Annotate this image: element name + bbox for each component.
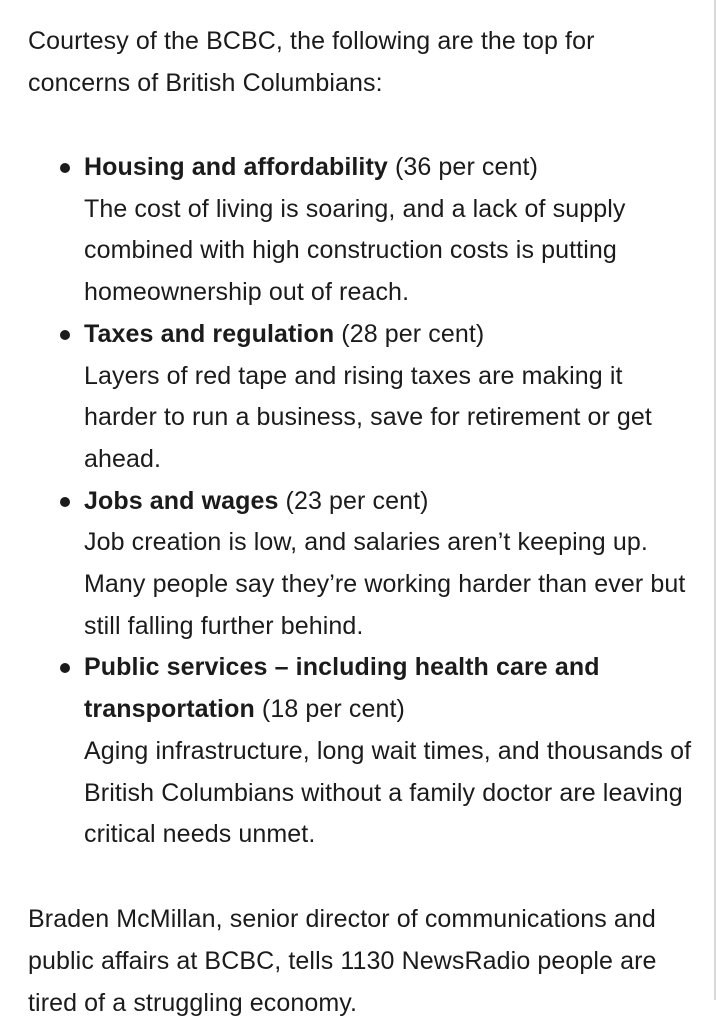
- bullet-icon: [60, 663, 70, 673]
- concern-description: Layers of red tape and rising taxes are making it harder to run a business, save for retirement or get ahead.: [84, 361, 652, 473]
- concern-share: (18 per cent): [254, 695, 405, 724]
- concern-title: Taxes and regulation: [84, 319, 335, 348]
- concern-title: Jobs and wages: [84, 486, 279, 515]
- concerns-list: [28, 147, 698, 856]
- concern-description: Aging infrastructure, long wait times, and thousands of British Columbians without a family doctor are leaving critical needs unmet.: [84, 736, 692, 849]
- bullet-icon: [60, 330, 70, 340]
- concern-share: (23 per cent): [278, 486, 429, 515]
- concern-share: (28 per cent): [334, 319, 485, 348]
- concern-description: Job creation is low, and salaries aren’t keeping up. Many people say they’re working harder than ever but still falling further behind.: [84, 528, 686, 640]
- concern-item-public-services: [28, 647, 698, 856]
- concern-item-jobs: [28, 481, 698, 648]
- article-body: [28, 0, 698, 1024]
- outro-paragraph: Braden McMillan, senior director of communications and public affairs at BCBC, tells 1130 NewsRadio people are tired of a struggling economy.: [28, 904, 657, 1017]
- bullet-icon: [60, 497, 70, 507]
- concern-item-taxes: [28, 314, 698, 481]
- concern-item-housing: [28, 147, 698, 314]
- bullet-icon: [60, 163, 70, 173]
- concern-share: (36 per cent): [387, 153, 538, 181]
- concern-description: The cost of living is soaring, and a lack of supply combined with high construction costs is putting homeownership out of reach.: [84, 194, 626, 307]
- concern-title: Housing and affordability: [84, 153, 388, 181]
- concern-title: Public services – including health care and transportation: [84, 653, 600, 724]
- intro-paragraph: Courtesy of the BCBC, the following are the top for concerns of British Columbians:: [28, 27, 595, 97]
